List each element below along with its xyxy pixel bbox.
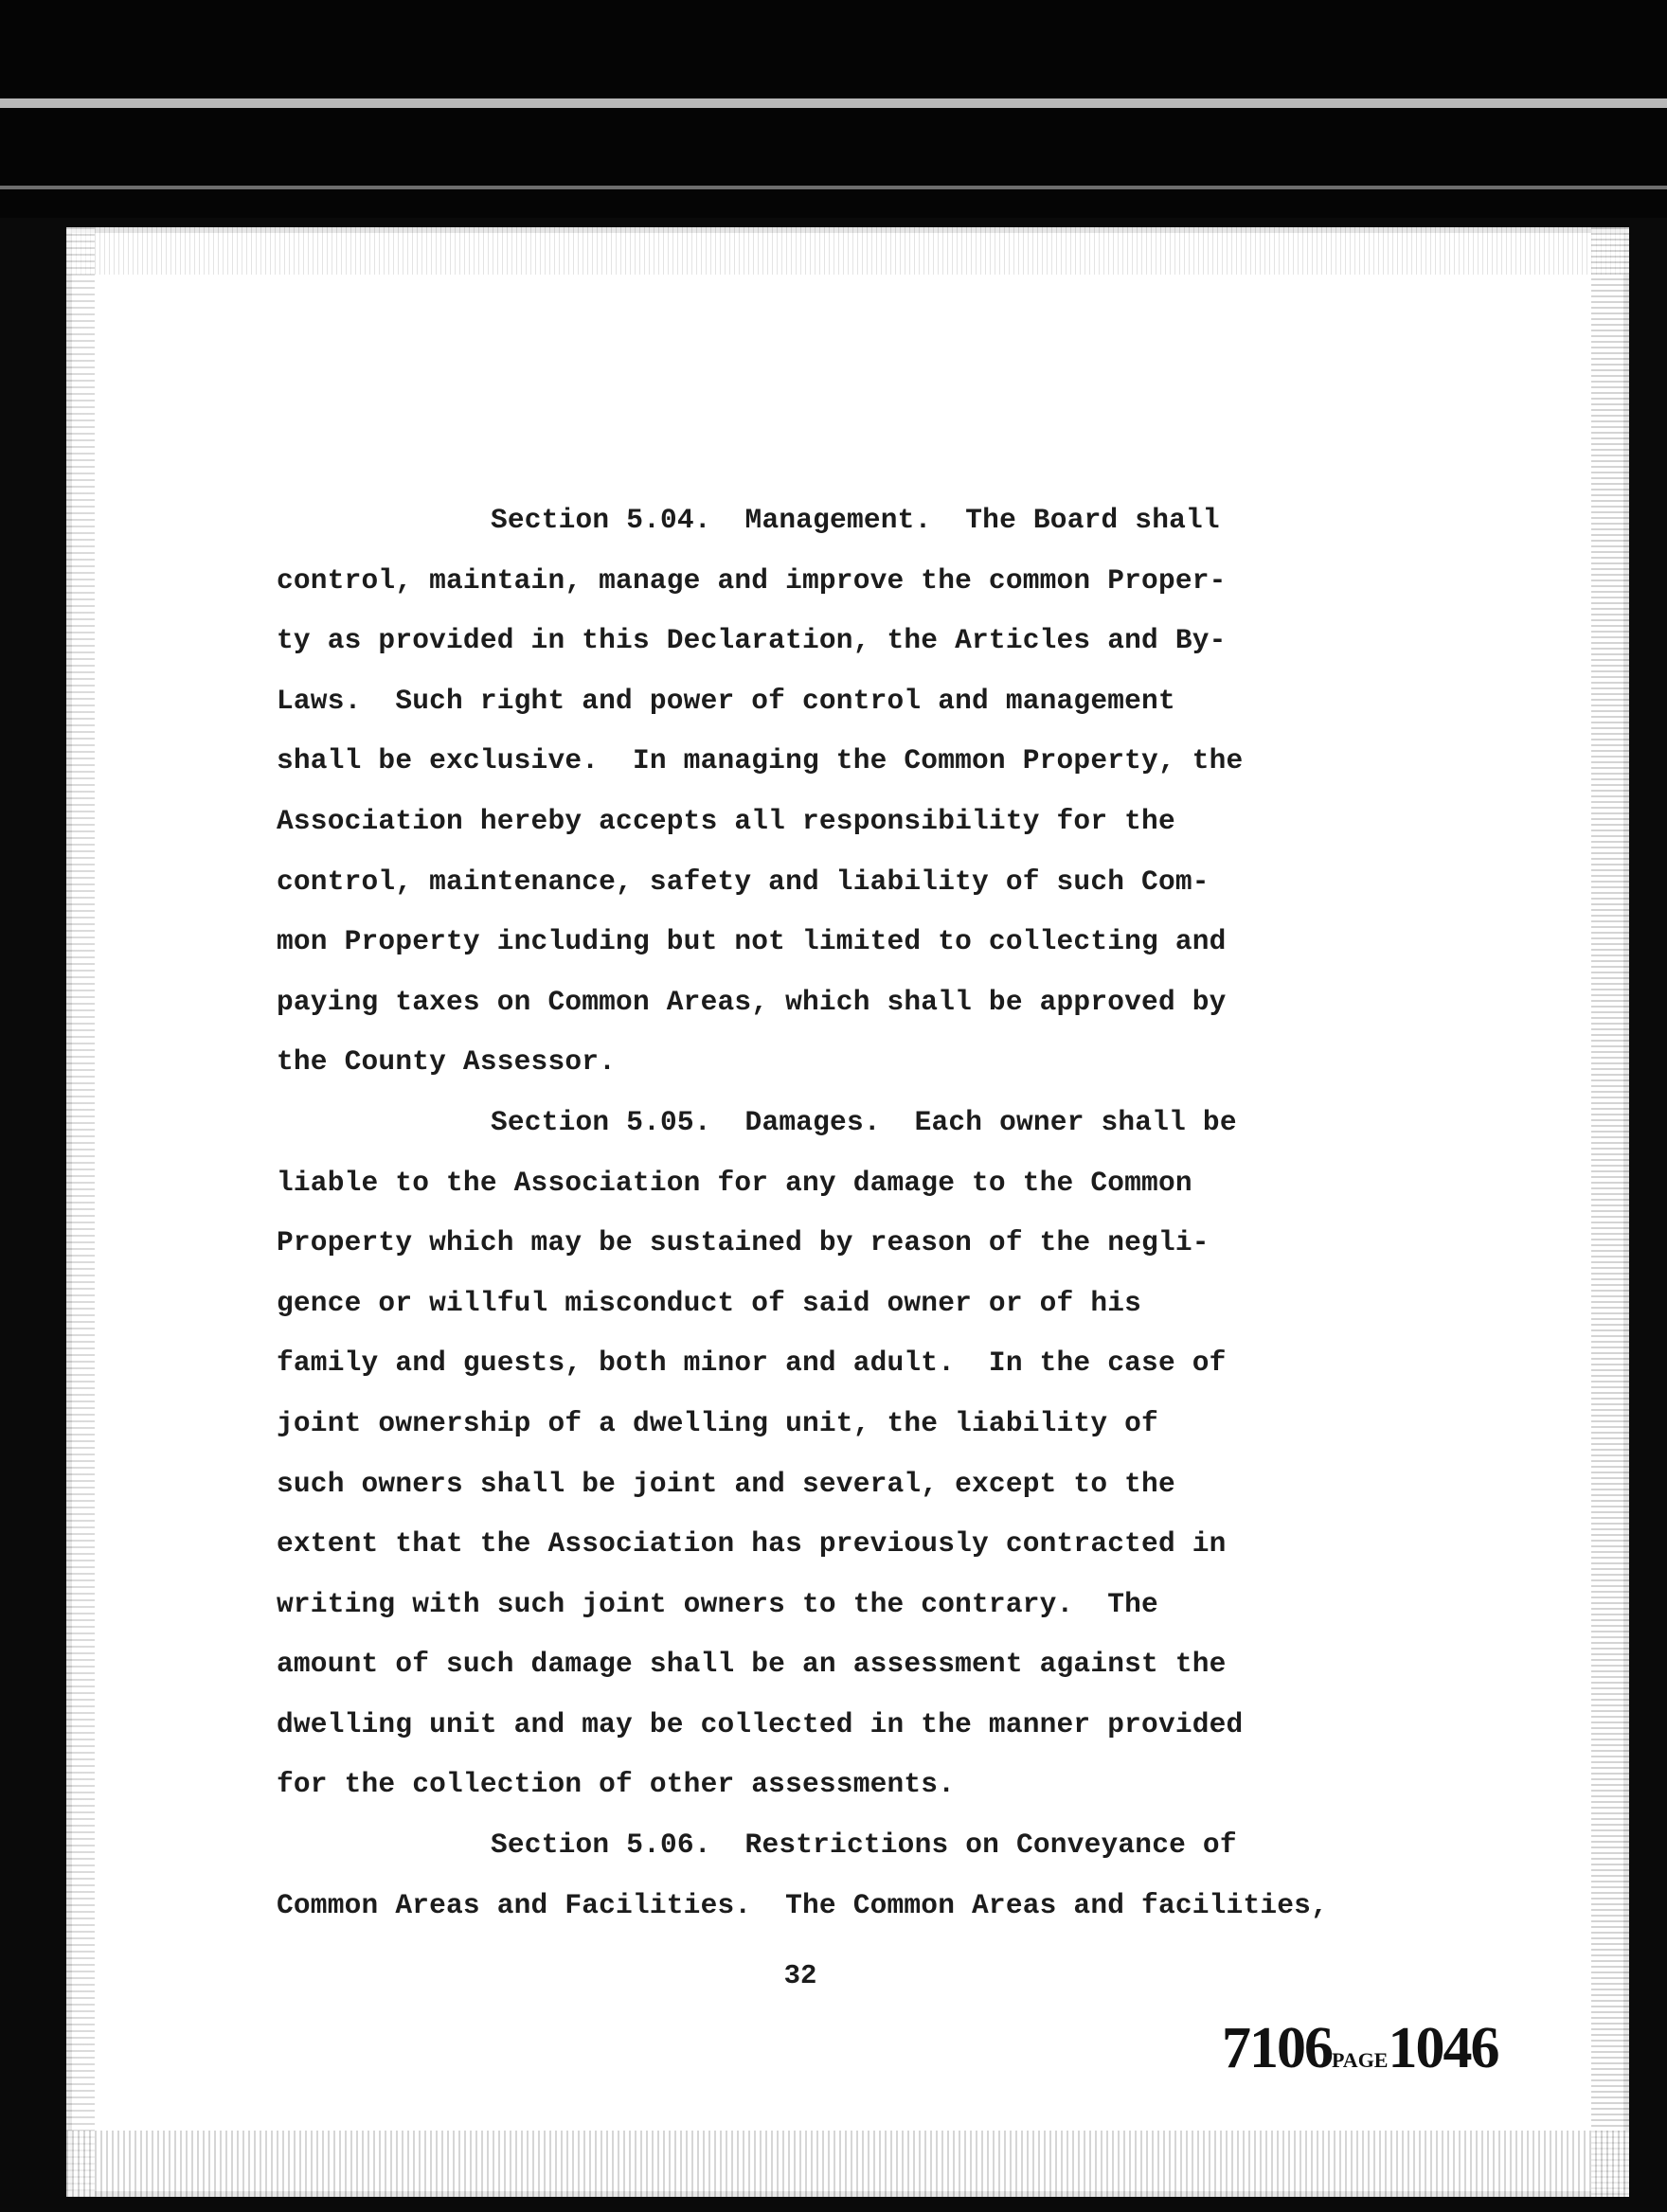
document-body bbox=[277, 491, 1413, 1936]
section-5-05-line: such owners shall be joint and several, except to the bbox=[277, 1467, 1175, 1500]
stamp-page-number: 1046 bbox=[1388, 2016, 1498, 2080]
scan-artifact-line bbox=[0, 98, 1667, 108]
section-5-06-heading-line: Section 5.06. Restrictions on Conveyance of bbox=[491, 1828, 1237, 1862]
section-5-05-line: Property which may be sustained by reason of the negli- bbox=[277, 1226, 1210, 1259]
scan-noise-top bbox=[66, 227, 1629, 275]
section-5-05-line: dwelling unit and may be collected in the manner provided bbox=[277, 1707, 1244, 1740]
stamp-book-number: 7106 bbox=[1222, 2016, 1332, 2080]
section-5-04-line: control, maintenance, safety and liability of such Com- bbox=[277, 865, 1210, 898]
section-5-04-line: mon Property including but not limited to collecting and bbox=[277, 925, 1227, 958]
scan-noise-right bbox=[1591, 227, 1629, 2197]
section-5-04-line: Association hereby accepts all responsibility for the bbox=[277, 804, 1175, 837]
section-5-05-heading-line: Section 5.05. Damages. Each owner shall be bbox=[491, 1105, 1237, 1138]
section-5-05-line: amount of such damage shall be an assessment against the bbox=[277, 1648, 1227, 1681]
section-5-05-line: for the collection of other assessments. bbox=[277, 1768, 956, 1801]
section-5-04-line: paying taxes on Common Areas, which shall be approved by bbox=[277, 985, 1227, 1018]
section-5-04-line: ty as provided in this Declaration, the Articles and By- bbox=[277, 624, 1227, 657]
scan-noise-left bbox=[66, 227, 95, 2197]
section-5-04-line: control, maintain, manage and improve the common Proper- bbox=[277, 563, 1227, 597]
scan-noise-bottom bbox=[66, 2131, 1629, 2197]
section-5-04-line: Laws. Such right and power of control and management bbox=[277, 684, 1175, 717]
section-5-06-line: Common Areas and Facilities. The Common Areas and facilities, bbox=[277, 1888, 1328, 1921]
scan-artifact-line bbox=[0, 186, 1667, 189]
section-5-04-heading-line: Section 5.04. Management. The Board shall bbox=[491, 504, 1220, 536]
section-5-05-line: joint ownership of a dwelling unit, the liability of bbox=[277, 1406, 1158, 1439]
section-5-05-line: liable to the Association for any damage to the Common bbox=[277, 1166, 1192, 1199]
section-5-04-line: the County Assessor. bbox=[277, 1045, 617, 1079]
recording-stamp bbox=[1222, 2015, 1497, 2082]
section-5-05-line: writing with such joint owners to the contrary. The bbox=[277, 1587, 1158, 1620]
stamp-page-label: PAGE bbox=[1332, 2048, 1389, 2072]
page-number: 32 bbox=[783, 1960, 817, 1991]
section-5-05-line: gence or willful misconduct of said owner or of his bbox=[277, 1286, 1142, 1319]
section-5-05-line: family and guests, both minor and adult. In the case of bbox=[277, 1347, 1227, 1380]
section-5-04-line: shall be exclusive. In managing the Common Property, the bbox=[277, 744, 1244, 777]
section-5-05-line: extent that the Association has previously contracted in bbox=[277, 1527, 1227, 1561]
